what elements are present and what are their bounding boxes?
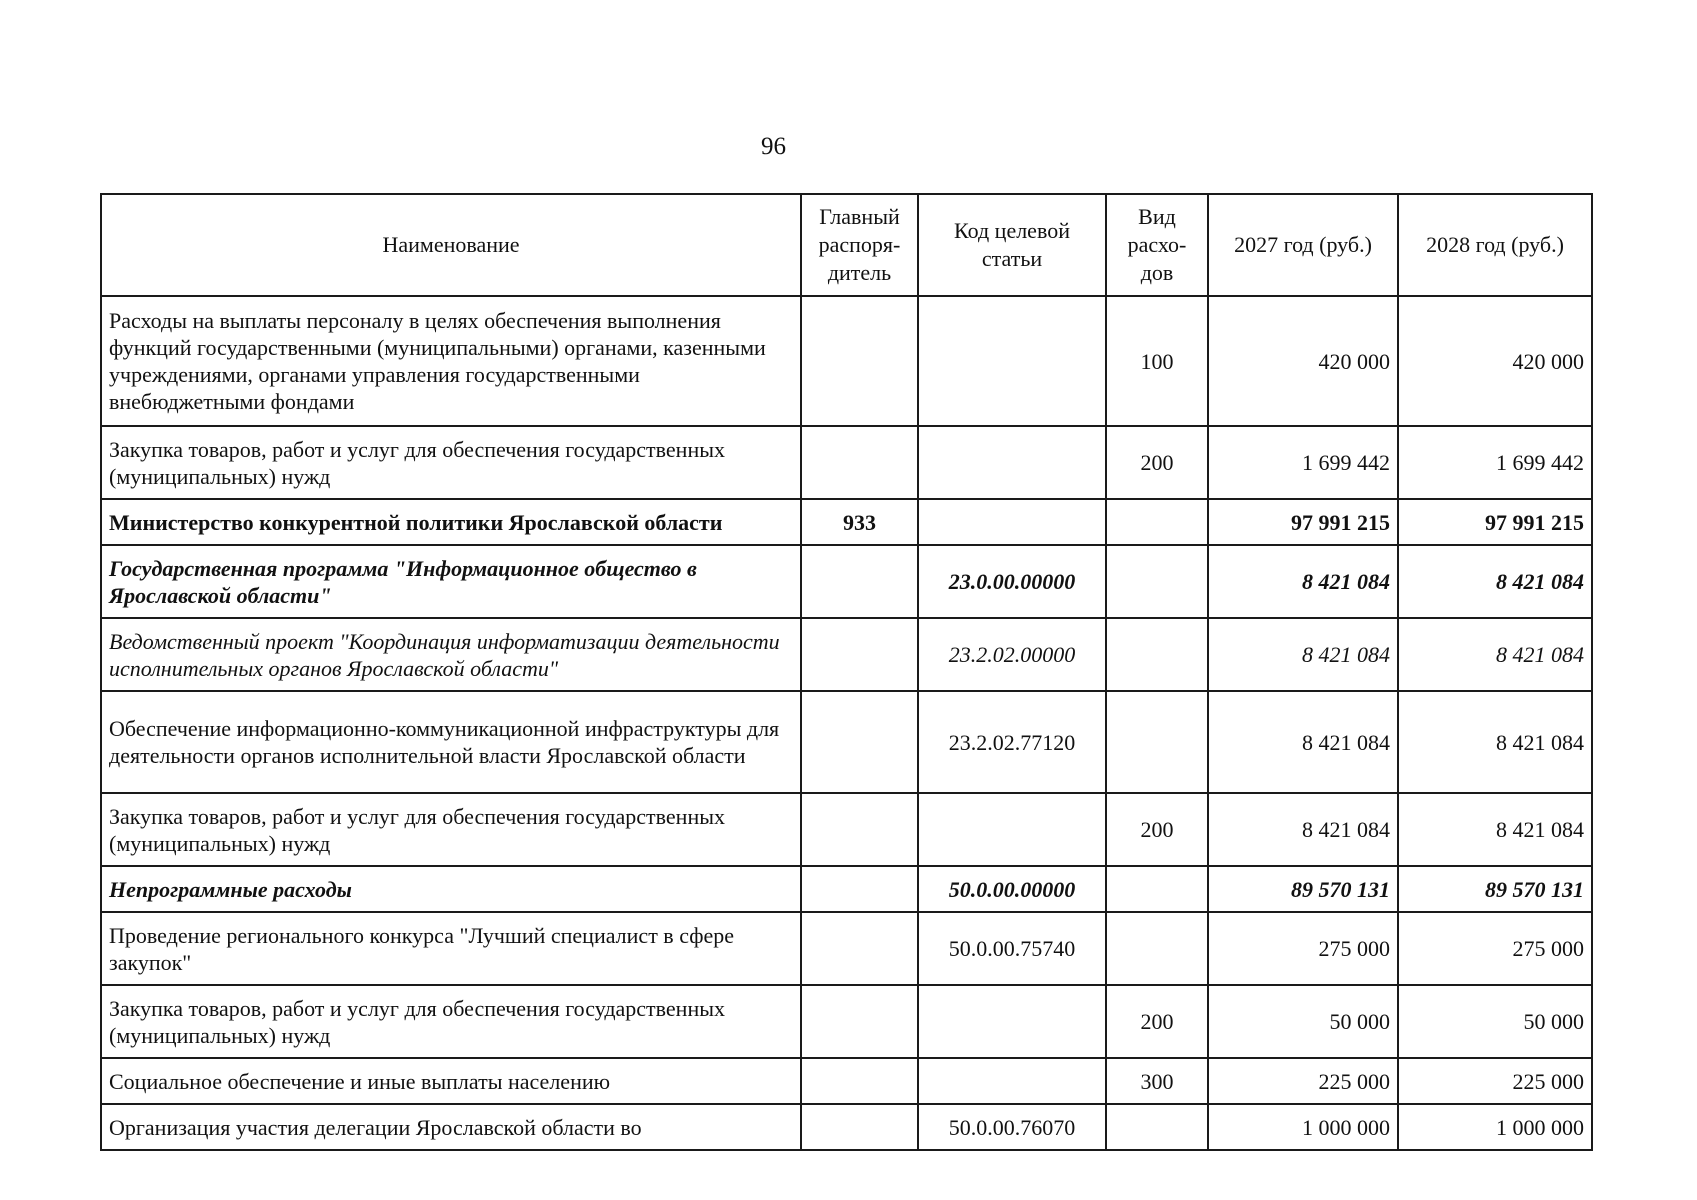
row-2028: 89 570 131: [1398, 866, 1592, 912]
row-code: [918, 985, 1106, 1058]
header-2027: 2027 год (руб.): [1208, 194, 1398, 296]
table-row: [101, 545, 1592, 618]
row-2028: 225 000: [1398, 1058, 1592, 1104]
page-number: [0, 133, 1697, 161]
row-name: Министерство конкурентной политики Ярославской области: [101, 499, 801, 545]
row-name: Расходы на выплаты персоналу в целях обеспечения выполнения функций государственными (муниципальными) органами, казенными учреждениями, органами управления государственными внебюджетными фондами: [101, 296, 801, 426]
row-2028: 8 421 084: [1398, 793, 1592, 866]
row-2027: 8 421 084: [1208, 793, 1398, 866]
table-row: [101, 499, 1592, 545]
header-code: Код целевой статьи: [918, 194, 1106, 296]
table-row: [101, 912, 1592, 985]
row-type: 100: [1106, 296, 1208, 426]
header-type: Вид расхо-дов: [1106, 194, 1208, 296]
table-row: [101, 296, 1592, 426]
header-2028: 2028 год (руб.): [1398, 194, 1592, 296]
row-type: 200: [1106, 793, 1208, 866]
table-header-row: [101, 194, 1592, 296]
row-type: 300: [1106, 1058, 1208, 1104]
row-code: 23.2.02.77120: [918, 691, 1106, 793]
row-admin: 933: [801, 499, 918, 545]
row-name: Государственная программа "Информационное общество в Ярославской области": [101, 545, 801, 618]
row-code: [918, 426, 1106, 499]
row-2028: 275 000: [1398, 912, 1592, 985]
page-number-text: 96: [761, 133, 786, 160]
row-type: [1106, 691, 1208, 793]
row-name: Организация участия делегации Ярославской области во: [101, 1104, 801, 1150]
row-admin: [801, 912, 918, 985]
header-name: Наименование: [101, 194, 801, 296]
row-type: 200: [1106, 985, 1208, 1058]
row-2028: 97 991 215: [1398, 499, 1592, 545]
row-name: Закупка товаров, работ и услуг для обеспечения государственных (муниципальных) нужд: [101, 426, 801, 499]
row-type: [1106, 912, 1208, 985]
row-code: [918, 499, 1106, 545]
row-2028: 1 699 442: [1398, 426, 1592, 499]
row-type: [1106, 499, 1208, 545]
row-code: 23.0.00.00000: [918, 545, 1106, 618]
table-row: [101, 985, 1592, 1058]
row-2027: 1 699 442: [1208, 426, 1398, 499]
row-2027: 420 000: [1208, 296, 1398, 426]
row-admin: [801, 1104, 918, 1150]
row-2027: 275 000: [1208, 912, 1398, 985]
row-code: 50.0.00.75740: [918, 912, 1106, 985]
header-admin: Главный распоря-дитель: [801, 194, 918, 296]
table-row: [101, 1104, 1592, 1150]
row-type: [1106, 866, 1208, 912]
row-2027: 8 421 084: [1208, 691, 1398, 793]
row-2028: 8 421 084: [1398, 545, 1592, 618]
row-admin: [801, 1058, 918, 1104]
row-2028: 8 421 084: [1398, 618, 1592, 691]
row-2027: 8 421 084: [1208, 545, 1398, 618]
table-row: [101, 426, 1592, 499]
table-row: [101, 691, 1592, 793]
row-name: Ведомственный проект "Координация информатизации деятельности исполнительных органов Ярославской области": [101, 618, 801, 691]
row-type: 200: [1106, 426, 1208, 499]
row-name: Обеспечение информационно-коммуникационной инфраструктуры для деятельности органов исполнительной власти Ярославской области: [101, 691, 801, 793]
row-name: Социальное обеспечение и иные выплаты населению: [101, 1058, 801, 1104]
table-row: [101, 793, 1592, 866]
row-name: Закупка товаров, работ и услуг для обеспечения государственных (муниципальных) нужд: [101, 985, 801, 1058]
row-admin: [801, 985, 918, 1058]
row-type: [1106, 545, 1208, 618]
row-2028: 50 000: [1398, 985, 1592, 1058]
row-admin: [801, 691, 918, 793]
row-2028: 1 000 000: [1398, 1104, 1592, 1150]
budget-table: [100, 193, 1593, 1151]
row-2027: 225 000: [1208, 1058, 1398, 1104]
row-2027: 97 991 215: [1208, 499, 1398, 545]
row-admin: [801, 545, 918, 618]
row-code: 23.2.02.00000: [918, 618, 1106, 691]
table-row: [101, 618, 1592, 691]
row-admin: [801, 793, 918, 866]
row-type: [1106, 618, 1208, 691]
row-code: [918, 296, 1106, 426]
row-2027: 1 000 000: [1208, 1104, 1398, 1150]
row-2027: 50 000: [1208, 985, 1398, 1058]
row-code: [918, 1058, 1106, 1104]
row-name: Проведение регионального конкурса "Лучший специалист в сфере закупок": [101, 912, 801, 985]
row-admin: [801, 866, 918, 912]
row-admin: [801, 618, 918, 691]
row-code: 50.0.00.76070: [918, 1104, 1106, 1150]
table-row: [101, 866, 1592, 912]
table-row: [101, 1058, 1592, 1104]
row-admin: [801, 426, 918, 499]
row-admin: [801, 296, 918, 426]
row-code: [918, 793, 1106, 866]
row-name: Непрограммные расходы: [101, 866, 801, 912]
row-2028: 8 421 084: [1398, 691, 1592, 793]
row-name: Закупка товаров, работ и услуг для обеспечения государственных (муниципальных) нужд: [101, 793, 801, 866]
row-2027: 8 421 084: [1208, 618, 1398, 691]
row-2027: 89 570 131: [1208, 866, 1398, 912]
row-code: 50.0.00.00000: [918, 866, 1106, 912]
row-type: [1106, 1104, 1208, 1150]
row-2028: 420 000: [1398, 296, 1592, 426]
